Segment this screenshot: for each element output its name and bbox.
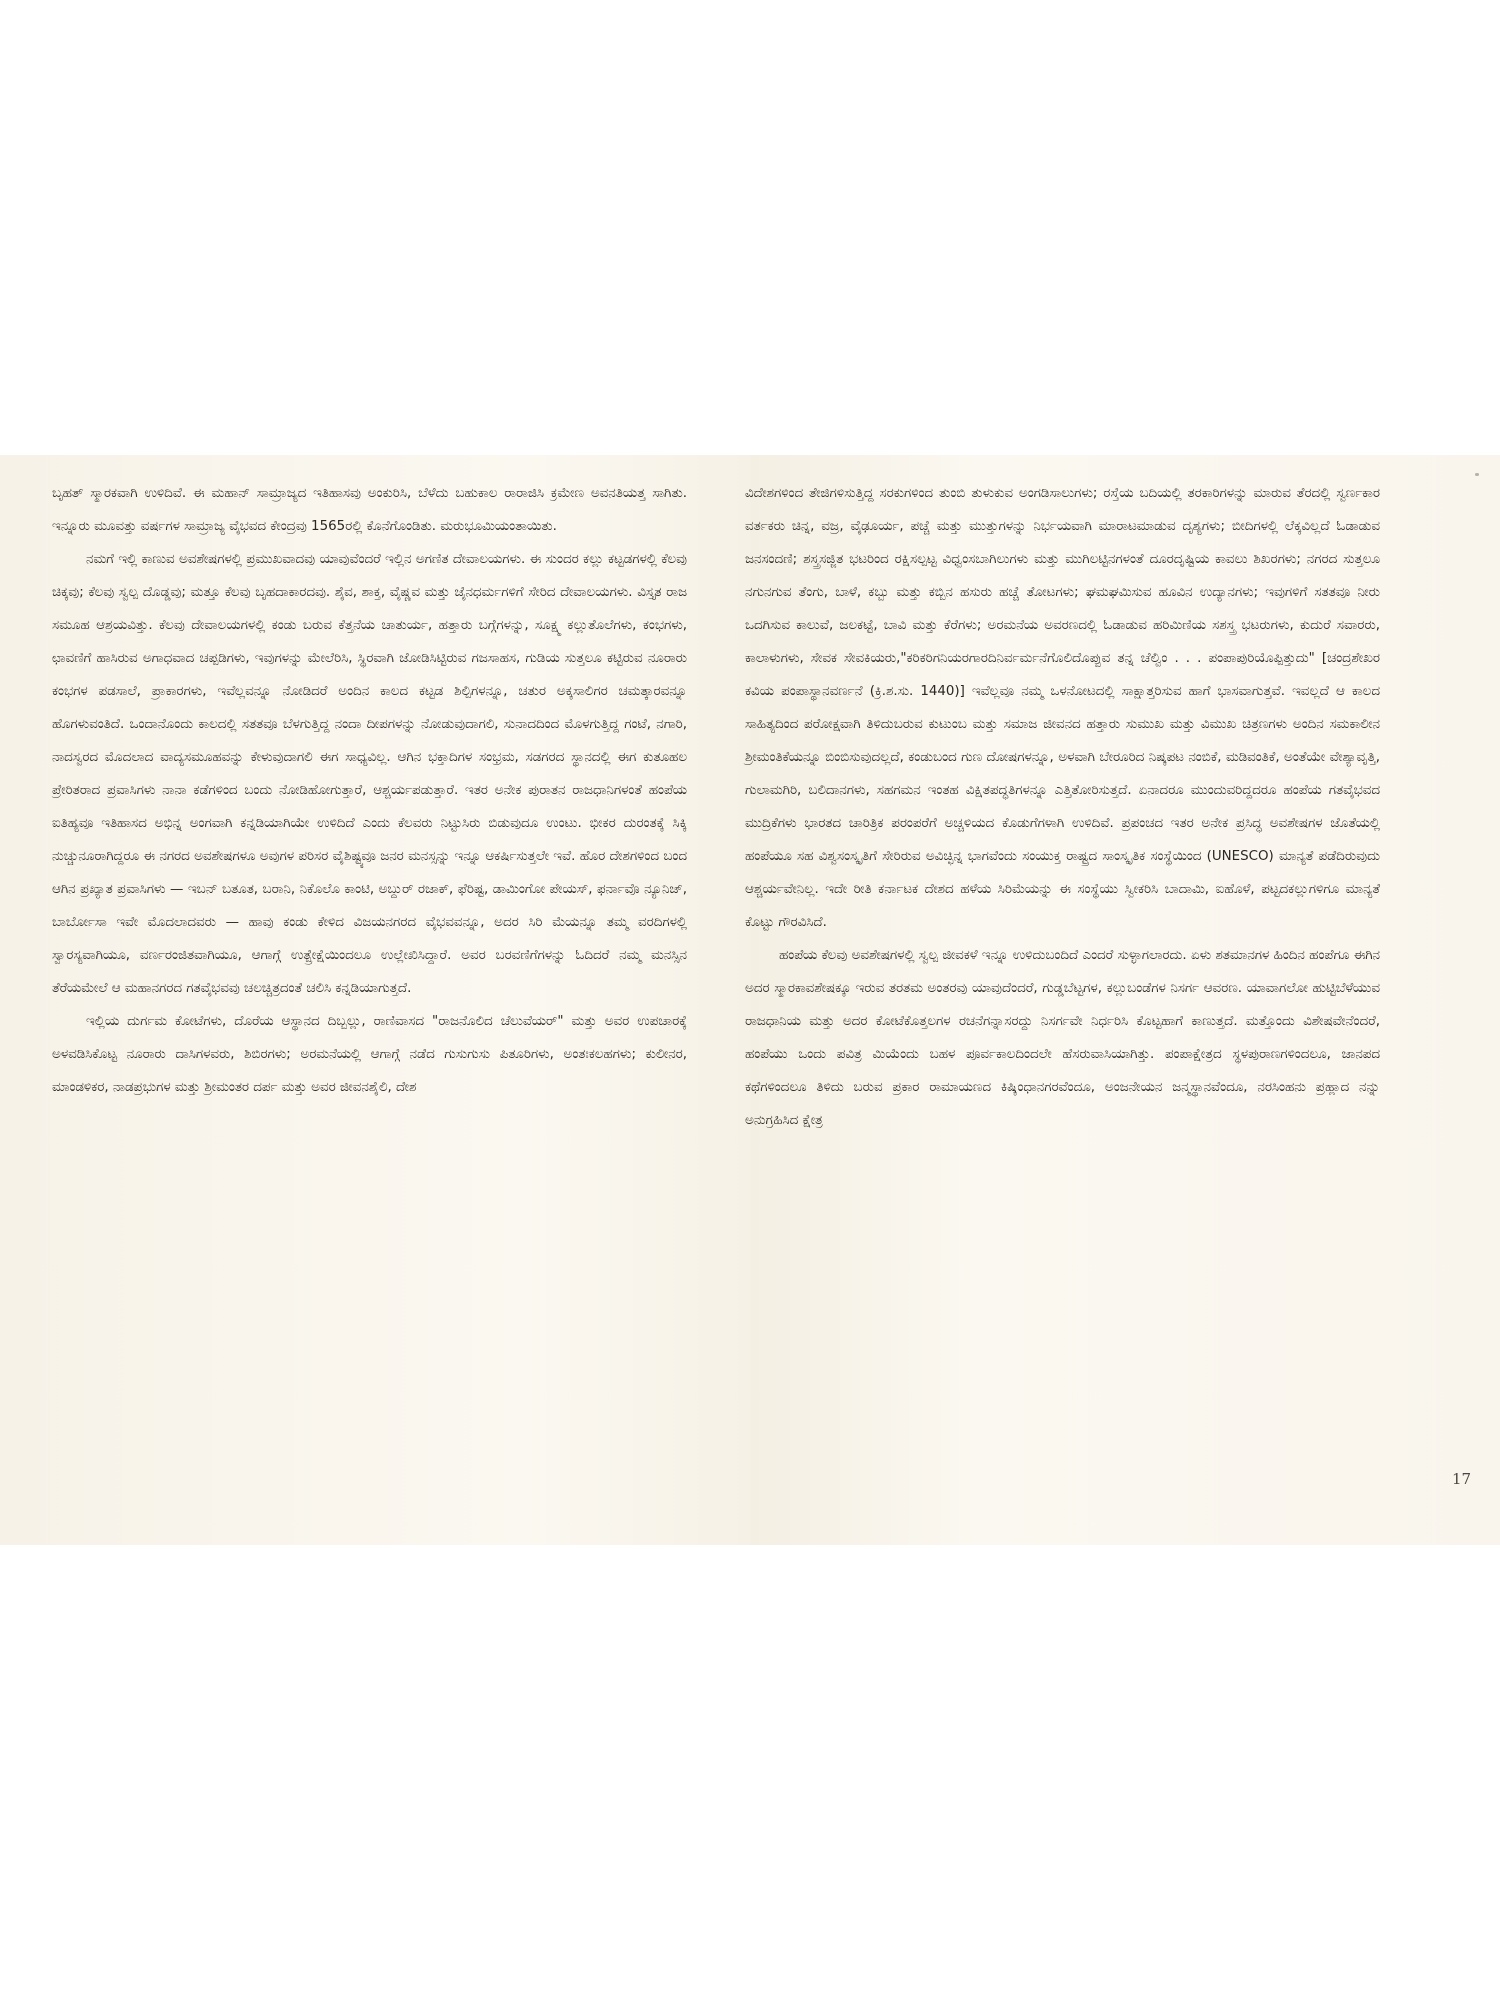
page-number: 17 xyxy=(1452,1470,1472,1488)
paper-speck xyxy=(1475,473,1479,476)
paragraph: ಹಂಪೆಯ ಕೆಲವು ಅವಶೇಷಗಳಲ್ಲಿ ಸ್ವಲ್ಪ ಜೀವಕಳೆ ಇನ್ನೂ ಉಳಿದುಬಂದಿದೆ ಎಂದರೆ ಸುಳ್ಳಾಗಲಾರದು. ಏಳು ಶತಮಾನಗಳ ಹಿಂದಿನ ಹಂಪೆಗೂ ಈಗಿನ ಅದರ ಸ್ಮಾರಕಾವಶೇಷಕ್ಕೂ ಇರುವ ತರತಮ ಅಂತರವು ಯಾವುದೆಂದರೆ, ಗುಡ್ಡಬೆಟ್ಟಗಳ, ಕಲ್ಲುಬಂಡೆಗಳ ನಿಸರ್ಗ ಆವರಣ. ಯಾವಾಗಲೋ ಹುಟ್ಟಿಬೆಳೆಯುವ ರಾಜಧಾನಿಯ ಮತ್ತು ಅದರ ಕೋಟೆಕೊತ್ತಲಗಳ ರಚನೆಗನ್ನಾಸರದ್ದು ನಿಸರ್ಗವೇ ನಿರ್ಧರಿಸಿ ಕೊಟ್ಟಹಾಗೆ ಕಾಣುತ್ತದೆ. ಮತ್ತೊಂದು ವಿಶೇಷವೇನೆಂದರೆ, ಹಂಪೆಯು ಒಂದು ಪವಿತ್ರ ಮಿಯೆಂದು ಬಹಳ ಪೂರ್ವಕಾಲದಿಂದಲೇ ಹೆಸರುವಾಸಿಯಾಗಿತ್ತು. ಪಂಪಾಕ್ಷೇತ್ರದ ಸ್ಥಳಪುರಾಣಗಳಿಂದಲೂ, ಜಾನಪದ ಕಥೆಗಳಿಂದಲೂ ತಿಳಿದು ಬರುವ ಪ್ರಕಾರ ರಾಮಾಯಣದ ಕಿಷ್ಕಿಂಧಾನಗರವೆಂದೂ, ಅಂಜನೇಯನ ಜನ್ಮಸ್ಥಾನವೆಂದೂ, ನರಸಿಂಹನು ಪ್ರಹ್ಲಾದ ನನ್ನು ಅನುಗ್ರಹಿಸಿದ ಕ್ಷೇತ್ರ xyxy=(745,948,1380,1128)
right-text-column xyxy=(745,477,1380,1137)
paragraph: ವಿದೇಶಗಳಿಂದ ತೇಜಿಗಳಿಸುತ್ತಿದ್ದ ಸರಕುಗಳಿಂದ ತುಂಬಿ ತುಳುಕುವ ಅಂಗಡಿಸಾಲುಗಳು; ರಸ್ತೆಯ ಬದಿಯಲ್ಲಿ ತರಕಾರಿಗಳನ್ನು ಮಾರುವ ತೆರದಲ್ಲಿ ಸ್ವರ್ಣಕಾರ ವರ್ತಕರು ಚಿನ್ನ, ವಜ್ರ, ವೈಢೂರ್ಯ, ಪಚ್ಚೆ ಮತ್ತು ಮುತ್ತುಗಳನ್ನು ನಿರ್ಭಯವಾಗಿ ಮಾರಾಟಮಾಡುವ ದೃಶ್ಯಗಳು; ಬೀದಿಗಳಲ್ಲಿ ಲೆಕ್ಕವಿಲ್ಲದೆ ಓಡಾಡುವ ಜನಸಂದಣಿ; ಶಸ್ತ್ರಸಜ್ಜಿತ ಭಟರಿಂದ ರಕ್ಷಿಸಲ್ಪಟ್ಟ ವಿಧ್ವಂಸಬಾಗಿಲುಗಳು ಮತ್ತು ಮುಗಿಲಟ್ಟಿನಗಳಂತೆ ದೂರದೃಷ್ಟಿಯ ಕಾವಲು ಶಿಖರಗಳು; ನಗರದ ಸುತ್ತಲೂ ನಗುನಗುವ ತೆಂಗು, ಬಾಳೆ, ಕಬ್ಬು ಮತ್ತು ಕಬ್ಬಿನ ಹಸುರು ಹಚ್ಚೆ ತೋಟಗಳು; ಘಮಘಮಿಸುವ ಹೂವಿನ ಉದ್ಯಾನಗಳು; ಇವುಗಳಿಗೆ ಸತತವೂ ನೀರು ಒದಗಿಸುವ ಕಾಲುವೆ, ಜಲಕಟ್ಟೆ, ಬಾವಿ ಮತ್ತು ಕೆರೆಗಳು; ಅರಮನೆಯ ಅವರಣದಲ್ಲಿ ಓಡಾಡುವ ಹರಿಮಿಣಿಯ ಸಶಸ್ತ್ರ ಭಟರುಗಳು, ಕುದುರೆ ಸವಾರರು, ಕಾಲಾಳುಗಳು, ಸೇವಕ ಸೇವಕಿಯರು,"ಕರಿಕರಿಗನಿಯರಗಾರದಿನಿರ್ವರ್ಮನೆಗೊಲಿದೊಪ್ಪುವ ತನ್ನ ಚೆಲ್ವಿಂ . . . ಪಂಪಾಪುರಿಯೊಪ್ಪಿತ್ತುದು" [ಚಂದ್ರಶೇಖರ ಕವಿಯ ಪಂಪಾಸ್ಥಾನವರ್ಣನೆ (ಕ್ರಿ.ಶ.ಸು. 1440)] ಇವೆಲ್ಲವೂ ನಮ್ಮ ಒಳನೋಟದಲ್ಲಿ ಸಾಕ್ಷಾತ್ತರಿಸುವ ಹಾಗೆ ಭಾಸವಾಗುತ್ತವೆ. ಇವಲ್ಲದೆ ಆ ಕಾಲದ ಸಾಹಿತ್ಯದಿಂದ ಪರೋಕ್ಷವಾಗಿ ತಿಳಿದುಬರುವ ಕುಟುಂಬ ಮತ್ತು ಸಮಾಜ ಜೀವನದ ಹತ್ತಾರು ಸುಮುಖ ಮತ್ತು ವಿಮುಖ ಚಿತ್ರಣಗಳು ಅಂದಿನ ಸಮಕಾಲೀನ ಶ್ರೀಮಂತಿಕೆಯನ್ನೂ ಬಿಂಬಿಸುವುದಲ್ಲದೆ, ಕಂಡುಬಂದ ಗುಣ ದೋಷಗಳನ್ನೂ, ಅಳವಾಗಿ ಬೇರೂರಿದ ನಿಷ್ಕಪಟ ನಂಬಿಕೆ, ಮಡಿವಂತಿಕೆ, ಅಂತೆಯೇ ವೇಶ್ಯಾವೃತ್ತಿ, ಗುಲಾಮಗಿರಿ, ಬಲಿದಾನಗಳು, ಸಹಗಮನ ಇಂತಹ ವಿಕ್ಷಿತಪದ್ಧತಿಗಳನ್ನೂ ಎತ್ತಿತೋರಿಸುತ್ತದೆ. ಏನಾದರೂ ಮುಂದುವರಿದ್ದದರೂ ಹಂಪೆಯ ಗತವೈಭವದ ಮುದ್ರಿಕೆಗಳು ಭಾರತದ ಚಾರಿತ್ರಿಕ ಪರಂಪರೆಗೆ ಅಚ್ಚಳಿಯದ ಕೊಡುಗೆಗಳಾಗಿ ಉಳಿದಿವೆ. ಪ್ರಪಂಚದ ಇತರ ಅನೇಕ ಪ್ರಸಿದ್ಧ ಅವಶೇಷಗಳ ಜೊತೆಯಲ್ಲಿ ಹಂಪೆಯೂ ಸಹ ವಿಶ್ವಸಂಸ್ಕೃತಿಗೆ ಸೇರಿರುವ ಅವಿಚ್ಛಿನ್ನ ಭಾಗವೆಂದು ಸಂಯುಕ್ತ ರಾಷ್ಟ್ರದ ಸಾಂಸ್ಕೃತಿಕ ಸಂಸ್ಥೆಯಿಂದ (UNESCO) ಮಾನ್ಯತೆ ಪಡೆದಿರುವುದು ಆಶ್ಚರ್ಯವೇನಿಲ್ಲ. ಇದೇ ರೀತಿ ಕರ್ನಾಟಕ ದೇಶದ ಹಳೆಯ ಸಿರಿಮೆಯನ್ನು ಈ ಸಂಸ್ಥೆಯು ಸ್ವೀಕರಿಸಿ ಬಾದಾಮಿ, ಐಹೊಳೆ, ಪಟ್ಟದಕಲ್ಲುಗಳಿಗೂ ಮಾನ್ಯತೆ ಕೊಟ್ಟು ಗೌರವಿಸಿದೆ. xyxy=(745,486,1380,930)
paragraph: ಬೃಹತ್ ಸ್ಮಾರಕವಾಗಿ ಉಳಿದಿವೆ. ಈ ಮಹಾನ್ ಸಾಮ್ರಾಜ್ಯದ ಇತಿಹಾಸವು ಅಂಕುರಿಸಿ, ಬೆಳೆದು ಬಹುಕಾಲ ರಾರಾಜಿಸಿ ಕ್ರಮೇಣ ಅವನತಿಯತ್ತ ಸಾಗಿತು. ಇನ್ನೂರು ಮೂವತ್ತು ವರ್ಷಗಳ ಸಾಮ್ರಾಜ್ಯ ವೈಭವದ ಕೇಂದ್ರವು 1565ರಲ್ಲಿ ಕೊನೆಗೊಂಡಿತು. ಮರುಭೂಮಿಯಂತಾಯಿತು. xyxy=(52,486,687,534)
left-text-column xyxy=(52,477,687,1104)
paragraph: ನಮಗೆ ಇಲ್ಲಿ ಕಾಣುವ ಅವಶೇಷಗಳಲ್ಲಿ ಪ್ರಮುಖವಾದವು ಯಾವುವೆಂದರೆ ಇಲ್ಲಿನ ಅಗಣಿತ ದೇವಾಲಯಗಳು. ಈ ಸುಂದರ ಕಲ್ಲು ಕಟ್ಟಡಗಳಲ್ಲಿ ಕೆಲವು ಚಿಕ್ಕವು; ಕೆಲವು ಸ್ವಲ್ಪ ದೊಡ್ಡವು; ಮತ್ತೂ ಕೆಲವು ಬೃಹದಾಕಾರದವು. ಶೈವ, ಶಾಕ್ತ, ವೈಷ್ಣವ ಮತ್ತು ಜೈನಧರ್ಮಗಳಿಗೆ ಸೇರಿದ ದೇವಾಲಯಗಳು. ವಿಸ್ತೃತ ರಾಜ ಸಮೂಹ ಆಶ್ರಯವಿತ್ತು. ಕೆಲವು ದೇವಾಲಯಗಳಲ್ಲಿ ಕಂಡು ಬರುವ ಕೆತ್ತನೆಯ ಚಾತುರ್ಯ, ಹತ್ತಾರು ಬಗ್ಗೆಗಳನ್ನು, ಸೂಕ್ಷ್ಮ ಕಲ್ಲುತೊಲೆಗಳು, ಕಂಭಗಳು, ಛಾವಣಿಗೆ ಹಾಸಿರುವ ಅಗಾಧವಾದ ಚಪ್ಪಡಿಗಳು, ಇವುಗಳನ್ನು ಮೇಲೆರಿಸಿ, ಸ್ಥಿರವಾಗಿ ಜೋಡಿಸಿಟ್ಟಿರುವ ಗಜಸಾಹಸ, ಗುಡಿಯ ಸುತ್ತಲೂ ಕಟ್ಟಿರುವ ನೂರಾರು ಕಂಭಗಳ ಪಡಸಾಲೆ, ಪ್ರಾಕಾರಗಳು, ಇವೆಲ್ಲವನ್ನೂ ನೋಡಿದರೆ ಅಂದಿನ ಕಾಲದ ಕಟ್ಟಡ ಶಿಲ್ಪಿಗಳನ್ನೂ, ಚತುರ ಅಕ್ಕಸಾಲಿಗರ ಚಮತ್ಕಾರವನ್ನೂ ಹೊಗಳುವಂತಿದೆ. ಒಂದಾನೊಂದು ಕಾಲದಲ್ಲಿ ಸತತವೂ ಬೆಳಗುತ್ತಿದ್ದ ನಂದಾ ದೀಪಗಳನ್ನು ನೋಡುವುದಾಗಲಿ, ಸುನಾದದಿಂದ ಮೊಳಗುತ್ತಿದ್ದ ಗಂಟೆ, ನಗಾರಿ, ನಾದಸ್ವರದ ಮೊದಲಾದ ವಾದ್ಯಸಮೂಹವನ್ನು ಕೇಳುವುದಾಗಲಿ ಈಗ ಸಾಧ್ಯವಿಲ್ಲ. ಆಗಿನ ಭಕ್ತಾದಿಗಳ ಸಂಭ್ರಮ, ಸಡಗರದ ಸ್ಥಾನದಲ್ಲಿ ಈಗ ಕುತೂಹಲ ಪ್ರೇರಿತರಾದ ಪ್ರವಾಸಿಗಳು ನಾನಾ ಕಡೆಗಳಿಂದ ಬಂದು ನೋಡಿಹೋಗುತ್ತಾರೆ, ಆಶ್ಚರ್ಯಪಡುತ್ತಾರೆ. ಇತರ ಅನೇಕ ಪುರಾತನ ರಾಜಧಾನಿಗಳಂತೆ ಹಂಪೆಯ ಐತಿಹ್ಯವೂ ಇತಿಹಾಸದ ಅಭಿನ್ನ ಅಂಗವಾಗಿ ಕನ್ನಡಿಯಾಗಿಯೇ ಉಳಿದಿದೆ ಎಂದು ಕೆಲವರು ನಿಟ್ಟುಸಿರು ಬಿಡುವುದೂ ಉಂಟು. ಭೀಕರ ದುರಂತಕ್ಕೆ ಸಿಕ್ಕಿ ನುಚ್ಚುನೂರಾಗಿದ್ದರೂ ಈ ನಗರದ ಅವಶೇಷಗಳೂ ಅವುಗಳ ಪರಿಸರ ವೈಶಿಷ್ಟ್ಯವೂ ಜನರ ಮನಸ್ಸನ್ನು ಇನ್ನೂ ಆಕರ್ಷಿಸುತ್ತಲೇ ಇವೆ. ಹೊರ ದೇಶಗಳಿಂದ ಬಂದ ಆಗಿನ ಪ್ರಖ್ಯಾತ ಪ್ರವಾಸಿಗಳು — ಇಬನ್ ಬತೂತ, ಬರಾನಿ, ನಿಕೊಲೊ ಕಾಂಟಿ, ಅಬ್ದುರ್ ರಜಾಕ್, ಫೆರಿಷ್ಟ, ಡಾಮಿಂಗೋ ಪೇಯಸ್, ಫರ್ನಾವೊ ನ್ಯೂನಿಜ್, ಬಾರ್ಬೋಸಾ ಇವೇ ಮೊದಲಾದವರು — ಹಾವು ಕಂಡು ಕೇಳಿದ ವಿಜಯನಗರದ ವೈಭವವನ್ನೂ, ಅದರ ಸಿರಿ ಮೆಯನ್ನೂ ತಮ್ಮ ವರದಿಗಳಲ್ಲಿ ಸ್ವಾರಸ್ಯವಾಗಿಯೂ, ವರ್ಣರಂಜಿತವಾಗಿಯೂ, ಆಗಾಗ್ಗೆ ಉತ್ಪ್ರೇಕ್ಷೆಯಿಂದಲೂ ಉಲ್ಲೇಖಿಸಿದ್ದಾರೆ. ಅವರ ಬರವಣಿಗೆಗಳನ್ನು ಓದಿದರೆ ನಮ್ಮ ಮನಸ್ಸಿನ ತೆರೆಯಮೇಲೆ ಆ ಮಹಾನಗರದ ಗತವೈಭವವು ಚಲಚ್ಚಿತ್ರದಂತೆ ಚಲಿಸಿ ಕನ್ನಡಿಯಾಗುತ್ತದೆ. xyxy=(52,552,687,996)
book-spread xyxy=(0,455,1500,1545)
paragraph: ಇಲ್ಲಿಯ ದುರ್ಗಮ ಕೋಟೆಗಳು, ದೊರೆಯ ಆಸ್ಥಾನದ ದಿಬ್ಬಲ್ಲು, ರಾಣಿವಾಸದ "ರಾಜನೊಲಿದ ಚೆಲುವೆಯರ್" ಮತ್ತು ಅವರ ಉಪಚಾರಕ್ಕೆ ಅಳವಡಿಸಿಕೊಟ್ಟ ನೂರಾರು ದಾಸಿಗಳವರು, ಶಿಬಿರಗಳು; ಅರಮನೆಯಲ್ಲಿ ಆಗಾಗ್ಗೆ ನಡೆದ ಗುಸುಗುಸು ಪಿತೂರಿಗಳು, ಅಂತಃಕಲಹಗಳು; ಕುಲೀನರ, ಮಾಂಡಳಿಕರ, ನಾಡಪ್ರಭುಗಳ ಮತ್ತು ಶ್ರೀಮಂತರ ದರ್ಪ ಮತ್ತು ಅವರ ಜೀವನಶೈಲಿ, ದೇಶ xyxy=(52,1014,687,1095)
